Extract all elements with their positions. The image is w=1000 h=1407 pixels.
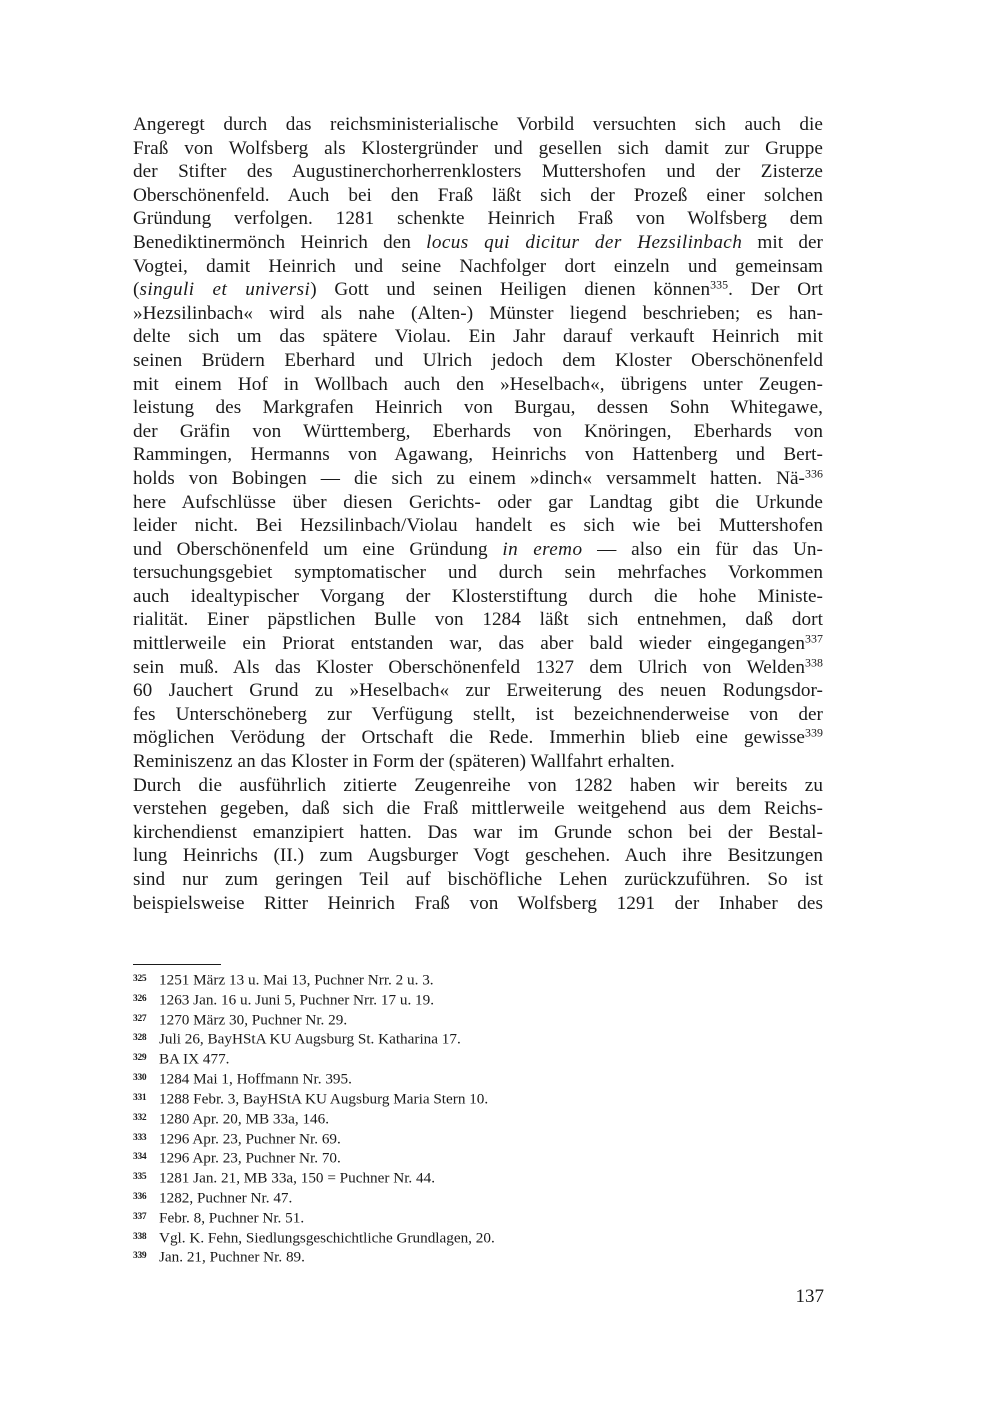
text-run: mittlerweile ein Priorat entstanden war [133,633,478,655]
text-line [133,892,823,916]
text-line [133,467,823,491]
footnote [133,990,823,1010]
text-line [133,632,823,656]
footnote [133,970,823,990]
text-run: sind nur zum geringen Teil auf bischöfliche Lehen zurückzuführen. So ist [133,869,823,890]
text-line [133,868,823,892]
footnote [133,1029,823,1049]
text-run: leider nicht. Bei Hezsilinbach/Violau handelt es sich wie bei Muttershofen [133,515,823,537]
italic-text: locus qui dicitur der Hezsilinbach [426,231,743,253]
text-line [133,207,823,231]
text-run: auch idealtypischer Vorgang der Klosterstiftung durch die hohe Ministe- [133,585,823,607]
footnotes [133,970,823,1267]
text-run: here Aufschlüsse über diesen Gerichts- oder gar Landtag gibt die Urkunde [133,491,823,513]
text-line [133,491,823,515]
footnote-text: 1288 Febr. 3, BayHStA KU Augsburg Maria Stern 10. [159,1090,489,1108]
footnote-text: Jan. 21, Puchner Nr. 89. [159,1248,305,1266]
text-run: lung Heinrichs (II.) zum Augsburger Vogt geschehen. Auch ihre Besitzungen [133,845,823,867]
text-run: sein muß [133,656,214,678]
text-run: fes Unterschöneberg zur Verfügung stellt, ist bezeichnenderweise von der [133,703,823,725]
text-line [133,585,823,609]
footnote [133,1129,823,1149]
text-run: . Immerhin blieb eine gewisse [528,727,805,749]
text-line [133,325,823,349]
text-run: der Gräfin von Württemberg, Eberhards von Knöringen, Eberhards von [133,420,823,442]
text-run: und Oberschönenfeld um eine Gründung [133,538,503,560]
text-line [133,774,823,798]
footnote-text: BA IX 477. [159,1050,230,1068]
footnote-text: 1282, Puchner Nr. 47. [159,1189,293,1207]
footnote-number: 337 [133,1211,147,1222]
text-run: Gründung verfolgen. 1281 schenkte Heinrich Fraß von Wolfsberg dem [133,208,823,230]
text-run: mit einem Hof in Wollbach auch den »Heselbach«, übrigens unter Zeugen- [133,373,823,395]
footnote [133,1208,823,1228]
footnote-text: 1270 März 30, Puchner Nr. 29. [159,1010,348,1028]
text-line [133,443,823,467]
text-run: Reminiszenz an das Kloster in Form der (späteren) Wallfahrt erhalten. [133,751,675,773]
text-run: verstehen gegeben, daß sich die Fraß mittlerweile weitgehend aus dem Reichs- [133,798,823,820]
text-run: Rammingen, Hermanns von Agawang, Heinrichs von Hattenberg und Bert- [133,444,823,466]
text-line [133,349,823,373]
footnote-text: 1251 März 13 u. Mai 13, Puchner Nrr. 2 u. 3. [159,971,434,989]
italic-text: singuli et universi [139,279,311,301]
footnote [133,1148,823,1168]
footnote-text: Vgl. K. Fehn, Siedlungsgeschichtliche Grundlagen, 20. [159,1228,495,1246]
text-run: mit der [742,231,823,253]
footnote-reference: 336 [805,466,823,481]
text-run: . Der Ort [728,279,823,301]
footnote-text: 1284 Mai 1, Hoffmann Nr. 395. [159,1070,352,1088]
footnote [133,1049,823,1069]
text-line [133,514,823,538]
footnote-text: 1280 Apr. 20, MB 33a, 146. [159,1110,330,1127]
footnote [133,1228,823,1248]
text-run: delte sich um das spätere Violau. Ein Jahr darauf verkauft Heinrich mit [133,326,823,348]
text-line [133,231,823,255]
footnote-number: 332 [133,1112,147,1123]
text-line [133,703,823,727]
text-line [133,656,823,680]
footnote-number: 339 [133,1251,147,1262]
text-run: möglichen Verödung der Ortschaft die Rede [133,727,529,749]
text-run: beispielsweise Ritter Heinrich Fraß von Wolfsberg 1291 der Inhaber des [133,892,823,914]
text-run: leistung des Markgrafen Heinrich von Burgau, dessen Sohn Whitegawe, [133,397,823,419]
page-number: 137 [795,1286,824,1307]
body-text [133,113,823,915]
text-run: Oberschönenfeld. Auch bei den Fraß läßt sich der Prozeß einer solchen [133,184,823,206]
italic-text: in eremo [502,538,583,560]
text-line [133,561,823,585]
footnote [133,1188,823,1208]
footnote-number: 329 [133,1053,147,1064]
text-run: Benediktinermönch Heinrich den [133,231,427,253]
text-line [133,726,823,750]
footnote-text: 1263 Jan. 16 u. Juni 5, Puchner Nrr. 17 u. 19. [159,991,435,1009]
text-line [133,797,823,821]
text-run: 60 Jauchert Grund zu »Heselbach« zur Erweiterung des neuen Rodungsdor- [133,680,823,702]
text-line [133,396,823,420]
footnote [133,1247,823,1267]
text-run: . Als das Kloster Oberschönenfeld 1327 dem Ulrich von Welden [213,656,805,678]
text-run: rialität. Einer päpstlichen Bulle von 1284 läßt sich entnehmen, daß dort [133,609,823,631]
text-run: der Stifter des Augustinerchorherrenklosters Muttershofen und der Zisterze [133,161,823,183]
footnote-separator [133,964,221,965]
footnote-number: 338 [133,1231,147,1242]
text-run: holds von Bobingen — die sich zu einem »dinch« versammelt hatten [133,467,758,489]
text-run: — also ein für das Un- [582,538,823,560]
footnote [133,1089,823,1109]
text-run: »Hezsilinbach« wird als nahe (Alten-) Münster liegend beschrieben; es han- [133,302,823,324]
text-line [133,302,823,326]
footnote-number: 336 [133,1191,147,1202]
text-run: Vogtei, damit Heinrich und seine Nachfolger dort einzeln und gemeinsam [133,255,823,277]
text-line [133,538,823,562]
footnote-text: 1296 Apr. 23, Puchner Nr. 70. [159,1149,341,1167]
footnote-text: Febr. 8, Puchner Nr. 51. [159,1209,305,1227]
footnote-reference: 337 [805,632,823,646]
footnote [133,1109,823,1129]
footnote-text: 1296 Apr. 23, Puchner Nr. 69. [159,1129,341,1147]
text-run: , das aber bald wieder eingegangen [477,633,805,655]
text-run: Angeregt durch das reichsministerialische Vorbild versuchten sich auch die [133,114,823,135]
text-line [133,184,823,208]
footnote [133,1069,823,1089]
footnote-number: 331 [133,1092,147,1103]
text-run: kirchendienst emanzipiert hatten. Das war im Grunde schon bei der Bestal- [133,821,823,843]
footnote [133,1010,823,1030]
footnote-number: 330 [133,1073,147,1084]
text-line [133,113,823,137]
text-line [133,821,823,845]
text-line [133,373,823,397]
text-run: ) Gott und seinen Heiligen dienen können [310,279,711,301]
footnote-reference: 338 [805,655,823,670]
footnote-reference: 339 [805,726,823,740]
text-line [133,608,823,632]
text-line [133,844,823,868]
text-line [133,160,823,184]
text-run: ( [133,279,140,301]
footnote-reference: 335 [710,278,729,292]
footnote-number: 326 [133,993,147,1004]
text-line [133,137,823,161]
text-run: tersuchungsgebiet symptomatischer und durch sein mehrfaches Vorkommen [133,562,823,584]
text-run: Fraß von Wolfsberg als Klostergründer und gesellen sich damit zur Gruppe [133,137,823,159]
footnote-number: 334 [133,1152,147,1163]
text-line [133,679,823,703]
footnote-number: 325 [133,974,147,984]
footnote-number: 333 [133,1132,147,1143]
footnote-text: Juli 26, BayHStA KU Augsburg St. Katharina 17. [159,1030,461,1048]
footnote-number: 328 [133,1033,147,1044]
text-run: . Nä- [757,467,805,489]
footnote-number: 335 [133,1172,147,1183]
text-line [133,278,823,302]
footnote-text: 1281 Jan. 21, MB 33a, 150 = Puchner Nr. 44. [159,1169,436,1187]
text-run: Durch die ausführlich zitierte Zeugenreihe von 1282 haben wir bereits zu [133,774,823,796]
footnote-number: 327 [133,1013,147,1024]
footnote [133,1168,823,1188]
text-line [133,420,823,444]
text-line [133,750,823,774]
text-run: seinen Brüdern Eberhard und Ulrich jedoch dem Kloster Oberschönenfeld [133,349,823,371]
text-line [133,255,823,279]
